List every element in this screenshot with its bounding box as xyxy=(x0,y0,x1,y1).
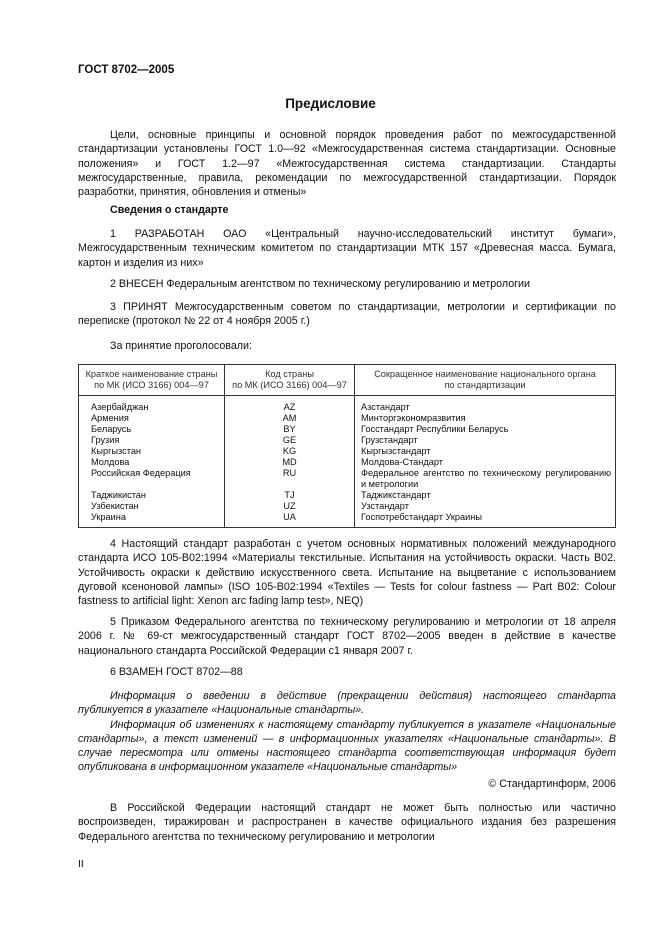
country-name: Беларусь xyxy=(91,424,132,434)
copyright: © Стандартинформ, 2006 xyxy=(488,778,616,790)
table-row xyxy=(79,396,616,414)
table-row xyxy=(79,468,616,490)
intro-paragraph: Цели, основные принципы и основной порядок проведения работ по межгосударственной стандартизации установлены ГОСТ 1.0—92 «Межгосударственная система стандартизации. Основные положения» и ГОСТ 1.2—97 «Межгосударственная система стандартизации. Стандарты межгосударственные, правила, рекомендации по межгосударственной стандартизации. Порядок разработки, принятия, обновления и отмены» xyxy=(78,129,616,199)
table-row xyxy=(79,457,616,468)
table-row xyxy=(79,501,616,512)
national-body: Молдова-Стандарт xyxy=(361,457,443,467)
about-heading: Сведения о стандарте xyxy=(110,204,229,216)
national-body: Кыргызстандарт xyxy=(361,446,431,456)
national-body: Госпотребстандарт Украины xyxy=(361,512,482,522)
country-code: AM xyxy=(225,413,355,424)
national-body: Узстандарт xyxy=(361,501,409,511)
info-changes: Информация об изменениях к настоящему стандарту публикуется в указателе «Национальные стандарты», а текст изменений — в информационных указателях «Национальные стандарты». В случае пересмотра или отмены настоящего стандарта соответствующая информация будет опубликована в информационном указателе «Национальные стандарты» xyxy=(78,718,616,774)
country-code: UZ xyxy=(225,501,355,512)
country-name: Кыргызстан xyxy=(91,446,142,456)
country-name: Таджикистан xyxy=(91,490,146,500)
page-title: Предисловие xyxy=(285,96,376,111)
national-body: Азстандарт xyxy=(361,402,410,412)
vote-intro: За принятие проголосовали: xyxy=(110,340,252,352)
item-6-replaces: 6 ВЗАМЕН ГОСТ 8702—88 xyxy=(110,666,243,678)
country-name: Азербайджан xyxy=(91,402,149,412)
table-row xyxy=(79,424,616,435)
country-code: AZ xyxy=(225,396,355,414)
voting-table xyxy=(78,364,616,528)
item-3-adopted: 3 ПРИНЯТ Межгосударственным советом по стандартизации, метрологии и сертификации по переписке (протокол № 22 от 4 ноября 2005 г.) xyxy=(78,301,616,328)
national-body: Федеральное агентство по техническому регулированию и метрологии xyxy=(361,468,611,489)
country-code: GE xyxy=(225,435,355,446)
table-row xyxy=(79,446,616,457)
table-row xyxy=(79,512,616,528)
page-number: II xyxy=(78,858,84,870)
table-row xyxy=(79,435,616,446)
country-name: Молдова xyxy=(91,457,130,467)
country-name: Российская Федерация xyxy=(91,468,191,478)
info-enactment: Информация о введении в действие (прекращении действия) настоящего стандарта публикуется в указателе «Национальные стандарты». xyxy=(78,690,616,717)
table-header-row xyxy=(79,365,616,396)
header-country-code: Код страны по МК (ИСО 3166) 004—97 xyxy=(225,365,355,396)
item-5-enacted: 5 Приказом Федерального агентства по техническому регулированию и метрологии от 18 апреля 2006 г. № 69-ст межгосударственный стандарт ГОСТ 8702—2005 введен в действие в качестве национального стандарта Российской Федерации с1 января 2007 г. xyxy=(78,616,616,657)
table-row xyxy=(79,413,616,424)
country-name: Украина xyxy=(91,512,126,522)
country-name: Грузия xyxy=(91,435,120,445)
country-name: Армения xyxy=(91,413,129,423)
item-2-introduced: 2 ВНЕСЕН Федеральным агентством по техническому регулированию и метрологии xyxy=(110,278,530,290)
country-code: KG xyxy=(225,446,355,457)
national-body: Грузстандарт xyxy=(361,435,418,445)
country-code: RU xyxy=(225,468,355,490)
header-national-body: Сокращенное наименование национального органа по стандартизации xyxy=(355,365,616,396)
table-row xyxy=(79,490,616,501)
item-1-developed: 1 РАЗРАБОТАН ОАО «Центральный научно-исследовательский институт бумаги», Межгосударственным техническим комитетом по стандартизации МТК 157 «Древесная масса. Бумага, картон и изделия из них» xyxy=(78,228,616,269)
country-code: BY xyxy=(225,424,355,435)
national-body: Госстандарт Республики Беларусь xyxy=(361,424,509,434)
country-code: TJ xyxy=(225,490,355,501)
header-country-name: Краткое наименование страны по МК (ИСО 3166) 004—97 xyxy=(79,365,225,396)
country-code: UA xyxy=(225,512,355,528)
country-name: Узбекистан xyxy=(91,501,139,511)
rights-notice: В Российской Федерации настоящий стандарт не может быть полностью или частично воспроизведен, тиражирован и распространен в качестве официального издания без разрешения Федерального агентства по техническому регулированию и метрологии xyxy=(78,802,616,843)
country-code: MD xyxy=(225,457,355,468)
national-body: Таджикстандарт xyxy=(361,490,431,500)
national-body: Минторгэкономразвития xyxy=(361,413,466,423)
item-4-based-on: 4 Настоящий стандарт разработан с учетом основных нормативных положений международного стандарта ИСО 105-B02:1994 «Материалы текстильные. Испытания на устойчивость окраски. Часть B02. Устойчивость окраски к действию искусственного света. Испытание на выцветание с использованием дуговой ксеноновой лампы» (ISO 105-B02:1994 «Textiles — Tests for colour fastness — Part B02: Colour fastness to artificial light: Xenon arc fading lamp test», NEQ) xyxy=(78,538,616,608)
info-block xyxy=(78,689,616,775)
document-header: ГОСТ 8702—2005 xyxy=(78,64,175,76)
